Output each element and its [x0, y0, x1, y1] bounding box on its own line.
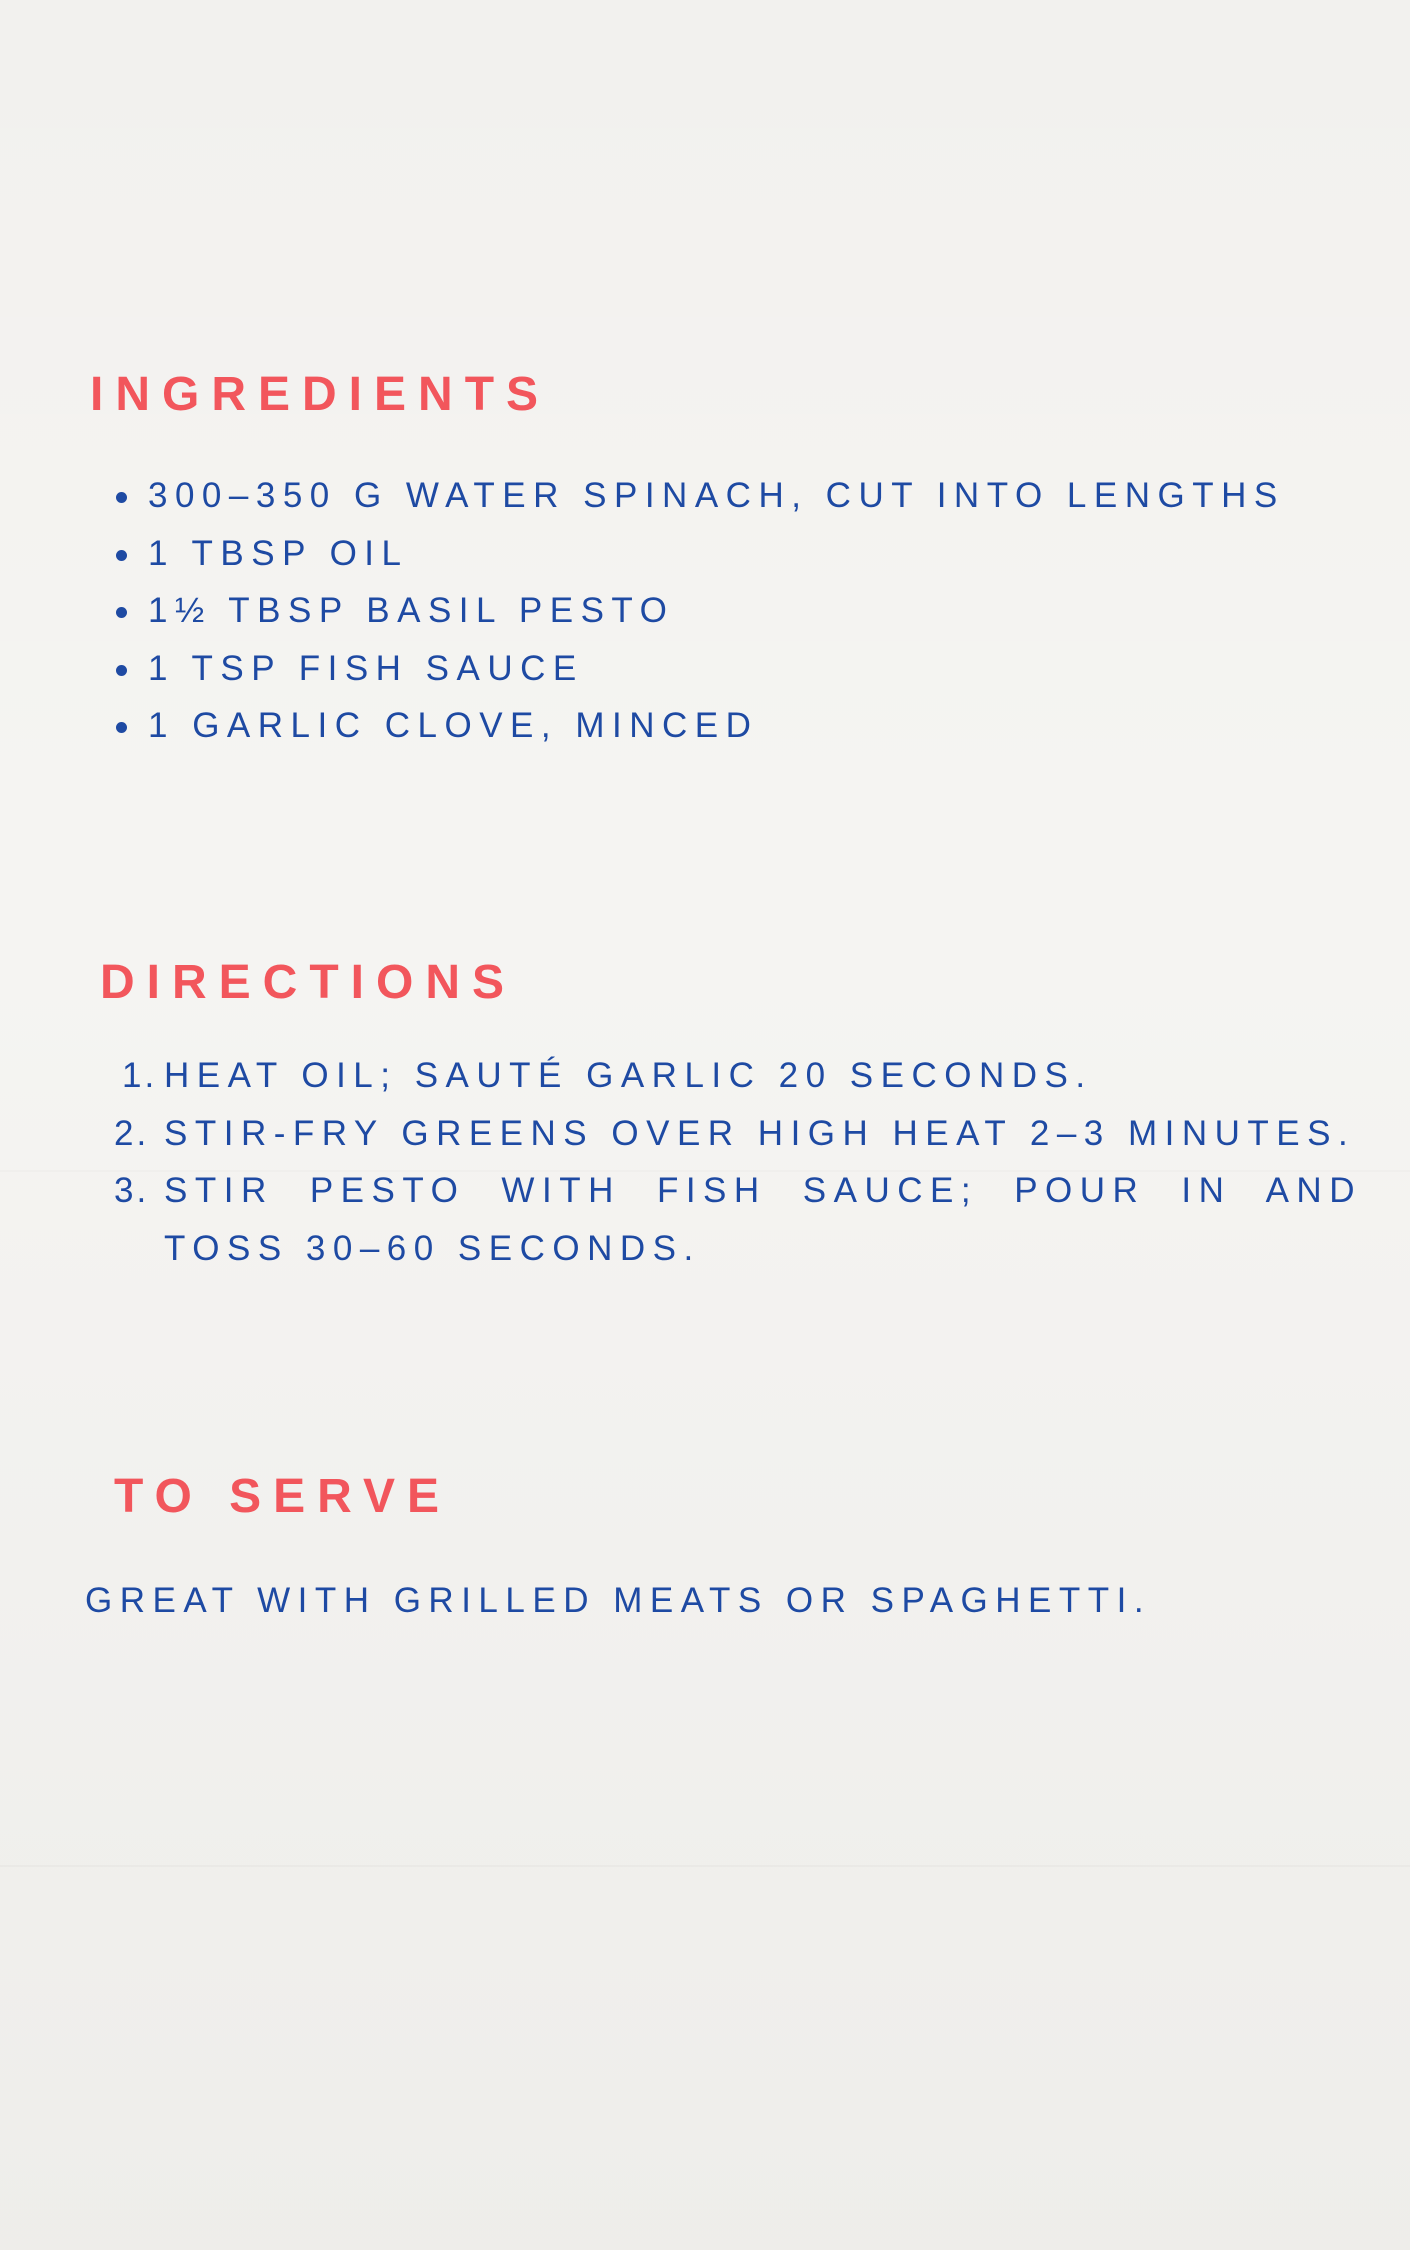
ingredients-heading: INGREDIENTS: [90, 368, 551, 421]
ingredient-text: 1 TBSP OIL: [148, 533, 409, 573]
ingredient-text: 1 TSP FISH SAUCE: [148, 648, 584, 688]
bullet-icon: [116, 550, 127, 561]
step-text: STIR PESTO WITH FISH SAUCE; POUR IN AND TOSS 30–60 SECONDS.: [164, 1171, 1362, 1268]
ingredient-item: [148, 640, 1342, 698]
ingredient-text: 300–350 G WATER SPINACH, CUT INTO LENGTHS: [148, 476, 1285, 515]
bullet-icon: [116, 607, 127, 618]
ingredient-item: [148, 525, 1342, 583]
step-text: STIR-FRY GREENS OVER HIGH HEAT 2–3 MINUTES.: [164, 1113, 1356, 1153]
direction-step: [122, 1047, 1362, 1105]
paper-crease: [0, 1865, 1410, 1867]
ingredient-item: [148, 582, 1342, 640]
ingredient-item: [148, 467, 1342, 525]
step-number: 1.: [122, 1056, 158, 1095]
direction-step: [114, 1105, 1362, 1163]
direction-step: [114, 1162, 1362, 1277]
serve-heading: TO SERVE: [114, 1470, 451, 1523]
directions-list: [114, 1047, 1362, 1277]
step-number: 2.: [114, 1113, 150, 1153]
ingredients-list: [148, 467, 1342, 755]
serve-text: GREAT WITH GRILLED MEATS OR SPAGHETTI.: [85, 1581, 1152, 1620]
directions-heading: DIRECTIONS: [100, 956, 517, 1009]
bullet-icon: [116, 722, 127, 733]
ingredient-item: [148, 697, 1342, 755]
step-number: 3.: [114, 1171, 150, 1210]
ingredient-text: 1 GARLIC CLOVE, MINCED: [148, 706, 759, 745]
bullet-icon: [116, 665, 127, 676]
ingredient-text: 1½ TBSP BASIL PESTO: [148, 591, 675, 630]
bullet-icon: [116, 492, 127, 503]
step-text: HEAT OIL; SAUTÉ GARLIC 20 SECONDS.: [164, 1056, 1093, 1095]
